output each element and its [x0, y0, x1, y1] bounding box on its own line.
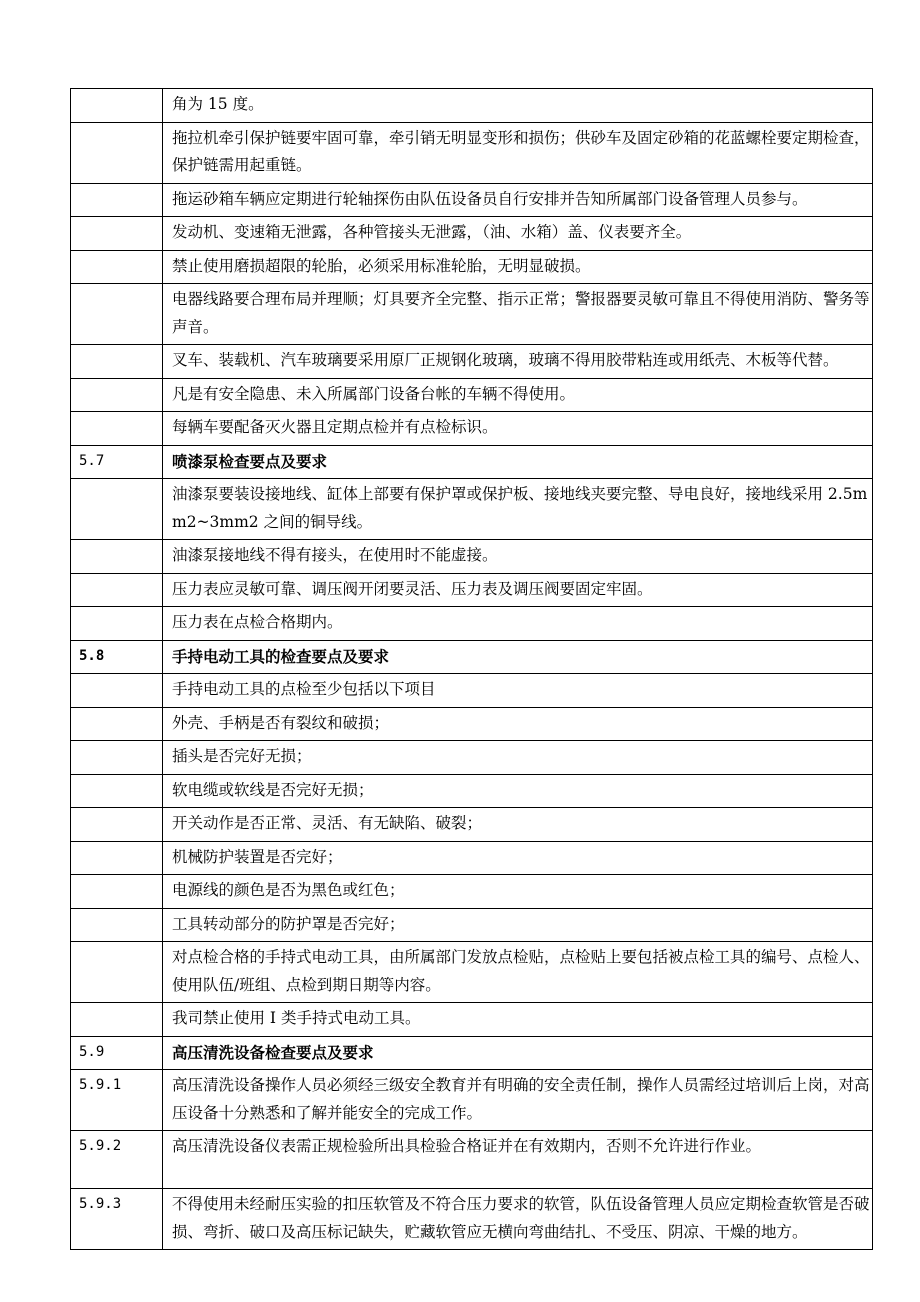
section-heading-cell: 喷漆泵检查要点及要求 [163, 445, 873, 479]
table-body [71, 89, 873, 1250]
requirement-text-cell: 压力表应灵敏可靠、调压阀开闭要灵活、压力表及调压阀要固定牢固。 [163, 573, 873, 607]
section-number-cell [71, 378, 163, 412]
section-heading-cell: 手持电动工具的检查要点及要求 [163, 640, 873, 674]
requirement-text-cell: 叉车、装载机、汽车玻璃要采用原厂正规钢化玻璃，玻璃不得用胶带粘连或用纸壳、木板等代替。 [163, 345, 873, 379]
table-row [71, 284, 873, 345]
section-number-cell: 5.8 [71, 640, 163, 674]
table-row [71, 1036, 873, 1070]
requirement-text-cell: 拖拉机牵引保护链要牢固可靠，牵引销无明显变形和损伤；供砂车及固定砂箱的花蓝螺栓要定期检查，保护链需用起重链。 [163, 122, 873, 183]
section-number-cell [71, 607, 163, 641]
table-row [71, 942, 873, 1003]
table-row [71, 345, 873, 379]
requirement-text-cell: 高压清洗设备操作人员必须经三级安全教育并有明确的安全责任制，操作人员需经过培训后上岗，对高压设备十分熟悉和了解并能安全的完成工作。 [163, 1070, 873, 1131]
table-row [71, 808, 873, 842]
requirement-text-cell: 开关动作是否正常、灵活、有无缺陷、破裂； [163, 808, 873, 842]
requirement-text-cell: 油漆泵接地线不得有接头，在使用时不能虚接。 [163, 540, 873, 574]
table-row [71, 1070, 873, 1131]
table-row [71, 479, 873, 540]
section-number-cell [71, 345, 163, 379]
requirement-text-cell: 油漆泵要装设接地线、缸体上部要有保护罩或保护板、接地线夹要完整、导电良好，接地线采用 2.5mm2~3mm2 之间的铜导线。 [163, 479, 873, 540]
table-row [71, 841, 873, 875]
section-number-cell [71, 412, 163, 446]
section-number-cell [71, 808, 163, 842]
requirement-text-cell: 我司禁止使用 I 类手持式电动工具。 [163, 1003, 873, 1037]
section-number-cell [71, 1003, 163, 1037]
requirement-text-cell: 软电缆或软线是否完好无损； [163, 774, 873, 808]
section-number-cell [71, 122, 163, 183]
section-number-cell [71, 741, 163, 775]
requirement-text-cell: 角为 15 度。 [163, 89, 873, 123]
section-number-cell [71, 479, 163, 540]
requirement-text-cell: 对点检合格的手持式电动工具，由所属部门发放点检贴，点检贴上要包括被点检工具的编号、点检人、使用队伍/班组、点检到期日期等内容。 [163, 942, 873, 1003]
requirement-text-cell: 高压清洗设备仪表需正规检验所出具检验合格证并在有效期内，否则不允许进行作业。 [163, 1131, 873, 1189]
section-number-cell: 5.7 [71, 445, 163, 479]
requirement-text-cell: 压力表在点检合格期内。 [163, 607, 873, 641]
table-row [71, 250, 873, 284]
section-number-cell [71, 250, 163, 284]
table-row [71, 707, 873, 741]
requirement-text-cell: 禁止使用磨损超限的轮胎，必须采用标准轮胎，无明显破损。 [163, 250, 873, 284]
section-number-cell [71, 707, 163, 741]
requirement-text-cell: 电源线的颜色是否为黑色或红色； [163, 875, 873, 909]
table-row [71, 122, 873, 183]
requirement-text-cell: 每辆车要配备灭火器且定期点检并有点检标识。 [163, 412, 873, 446]
table-row [71, 607, 873, 641]
section-number-cell: 5.9.1 [71, 1070, 163, 1131]
table-row [71, 217, 873, 251]
table-row [71, 875, 873, 909]
requirement-text-cell: 插头是否完好无损； [163, 741, 873, 775]
section-number-cell [71, 875, 163, 909]
table-row [71, 908, 873, 942]
section-number-cell [71, 908, 163, 942]
table-row [71, 640, 873, 674]
table-row [71, 89, 873, 123]
table-row [71, 378, 873, 412]
section-number-cell [71, 841, 163, 875]
section-number-cell [71, 89, 163, 123]
section-number-cell [71, 540, 163, 574]
section-number-cell: 5.9.3 [71, 1189, 163, 1250]
table-row [71, 183, 873, 217]
requirement-text-cell: 工具转动部分的防护罩是否完好； [163, 908, 873, 942]
section-number-cell: 5.9 [71, 1036, 163, 1070]
requirement-text-cell: 手持电动工具的点检至少包括以下项目 [163, 674, 873, 708]
section-number-cell [71, 284, 163, 345]
table-row [71, 674, 873, 708]
inspection-requirements-table [70, 88, 873, 1250]
section-number-cell: 5.9.2 [71, 1131, 163, 1189]
table-row [71, 1131, 873, 1189]
table-row [71, 573, 873, 607]
table-row [71, 774, 873, 808]
section-heading-cell: 高压清洗设备检查要点及要求 [163, 1036, 873, 1070]
requirement-text-cell: 机械防护装置是否完好； [163, 841, 873, 875]
table-row [71, 412, 873, 446]
table-row [71, 1189, 873, 1250]
section-number-cell [71, 573, 163, 607]
table-row [71, 1003, 873, 1037]
table-row [71, 741, 873, 775]
requirement-text-cell: 拖运砂箱车辆应定期进行轮轴探伤由队伍设备员自行安排并告知所属部门设备管理人员参与。 [163, 183, 873, 217]
section-number-cell [71, 674, 163, 708]
requirement-text-cell: 发动机、变速箱无泄露，各种管接头无泄露，（油、水箱）盖、仪表要齐全。 [163, 217, 873, 251]
section-number-cell [71, 774, 163, 808]
table-row [71, 445, 873, 479]
requirement-text-cell: 电器线路要合理布局并理顺；灯具要齐全完整、指示正常；警报器要灵敏可靠且不得使用消防、警务等声音。 [163, 284, 873, 345]
section-number-cell [71, 217, 163, 251]
requirement-text-cell: 外壳、手柄是否有裂纹和破损； [163, 707, 873, 741]
section-number-cell [71, 183, 163, 217]
section-number-cell [71, 942, 163, 1003]
requirement-text-cell: 不得使用未经耐压实验的扣压软管及不符合压力要求的软管，队伍设备管理人员应定期检查软管是否破损、弯折、破口及高压标记缺失，贮藏软管应无横向弯曲结扎、不受压、阴凉、干燥的地方。 [163, 1189, 873, 1250]
requirement-text-cell: 凡是有安全隐患、未入所属部门设备台帐的车辆不得使用。 [163, 378, 873, 412]
table-row [71, 540, 873, 574]
